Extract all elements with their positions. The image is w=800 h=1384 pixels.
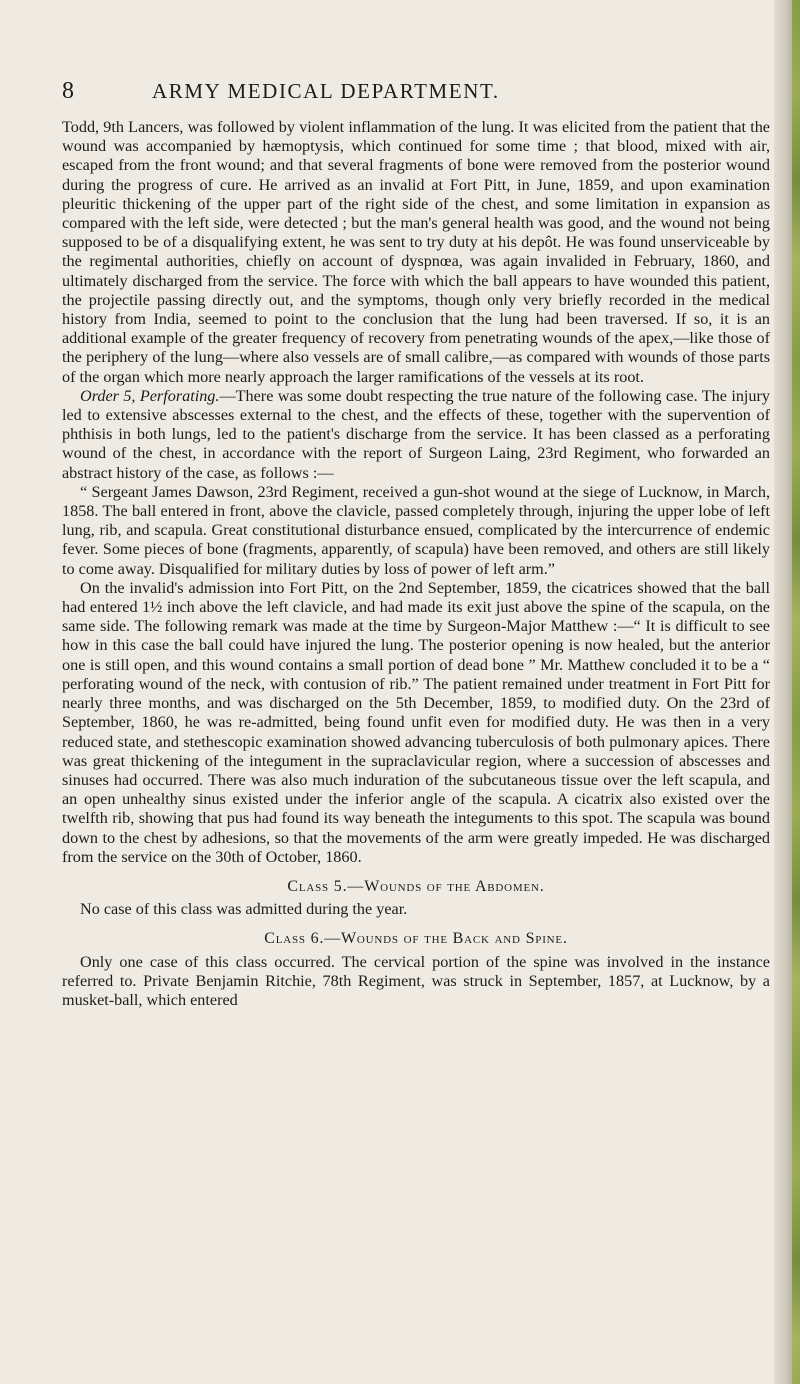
class-5-title: Wounds of the Abdomen. — [364, 877, 545, 895]
class-6-title: Wounds of the Back and Spine. — [341, 930, 568, 948]
page-header — [62, 78, 762, 108]
order-5-text: —There was some doubt respecting the true nature of the following case. The injury led to extensive abscesses external to the chest, and the effects of these, together with the supervention of phthisis in both lungs, led to the patient's discharge from the service. It has been classed as a perforating wound of the chest, in accordance with the report of Surgeon Laing, 23rd Regiment, who forwarded an abstract history of the case, as follows :— — [62, 386, 771, 482]
running-head: ARMY MEDICAL DEPARTMENT. — [152, 79, 500, 103]
class-5-text: No case of this class was admitted during the year. — [80, 900, 408, 919]
paragraph-order-5 — [62, 387, 770, 483]
class-6-heading — [62, 929, 770, 948]
class-5-prefix: Class 5.— — [287, 877, 365, 895]
paragraph-fort-pitt: On the invalid's admission into Fort Pitt, on the 2nd September, 1859, the cicatrices showed that the ball had entered 1½ inch above the left clavicle, and had made its exit just above the spine of the scapula, on the same side. The following remark was made at the time by Surgeon-Major Matthew :—“ It is difficult to see how in this case the ball could have injured the lung. The posterior opening is now healed, but the anterior one is still open, and this wound contains a small portion of dead bone ” Mr. Matthew concluded it to be a “ perforating wound of the neck, with contusion of rib.” The patient remained under treatment in Fort Pitt for nearly three months, and was discharged on the 5th December, 1859, to modified duty. On the 23rd of September, 1860, he was re-admitted, being found unfit even for modified duty. He was then in a very reduced state, and stethescopic examination showed advancing tuberculosis of both pulmonary apices. There was great thickening of the integument in the supraclavicular region, where a succession of abscesses and sinuses had occurred. There was also much induration of the subcutaneous tissue over the left scapula, and an open unhealthy sinus existed under the inferior angle of the scapula. A cicatrix also existed over the twelfth rib, showing that pus had found its way beneath the integuments to this spot. The scapula was bound down to the chest by adhesions, so that the movements of the arm were greatly impeded. He was discharged from the service on the 30th of October, 1860. — [62, 578, 770, 866]
body-text — [62, 118, 770, 1010]
class-5-heading — [62, 877, 770, 896]
book-binding-edge — [792, 0, 800, 1384]
paragraph-todd-case: Todd, 9th Lancers, was followed by violent inflammation of the lung. It was elicited from the patient that the wound was accompanied by hæmoptysis, which continued for some time ; that blood, mixed with air, escaped from the front wound; and that several fragments of bone were removed from the posterior wound during the progress of cure. He arrived as an invalid at Fort Pitt, in June, 1859, and upon examination pleuritic thickening of the upper part of the right side of the chest, and some limitation in expansion as compared with the left side, were detected ; but the man's general health was good, and the wound not being supposed to be of a disqualifying extent, he was sent to try duty at his depôt. He was found unserviceable by the regimental authorities, chiefly on account of dyspnœa, was again invalided in February, 1860, and ultimately discharged from the service. The force with which the ball appears to have wounded this patient, the projectile passing directly out, and the symptoms, though only very briefly recorded in the medical history from India, seemed to point to the conclusion that the lung had been traversed. If so, it is an additional example of the greater frequency of recovery from penetrating wounds of the apex,—like those of the periphery of the lung—where also vessels are of small calibre,—as compared with wounds of those parts of the organ which more nearly approach the larger ramifications of the vessels at its root. — [62, 118, 770, 386]
class-6-text: Only one case of this class occurred. The cervical portion of the spine was involved in the instance referred to. Private Benjamin Ritchie, 78th Regiment, was struck in September, 1857, at Lucknow, by a musket-ball, which entered — [62, 952, 770, 1009]
page-number: 8 — [62, 78, 74, 104]
class-6-prefix: Class 6.— — [264, 930, 342, 948]
order-5-lead: Order 5, Perforating. — [80, 386, 220, 405]
paragraph-dawson-quote: “ Sergeant James Dawson, 23rd Regiment, received a gun-shot wound at the siege of Lucknow, in March, 1858. The ball entered in front, above the clavicle, passed completely through, injuring the upper lobe of left lung, rib, and scapula. Great constitutional disturbance ensued, complicated by the intercurrence of endemic fever. Some pieces of bone (fragments, apparently, of scapula) have been removed, and others are still likely to come away. Disqualified for military duties by loss of power of left arm.” — [62, 482, 770, 578]
